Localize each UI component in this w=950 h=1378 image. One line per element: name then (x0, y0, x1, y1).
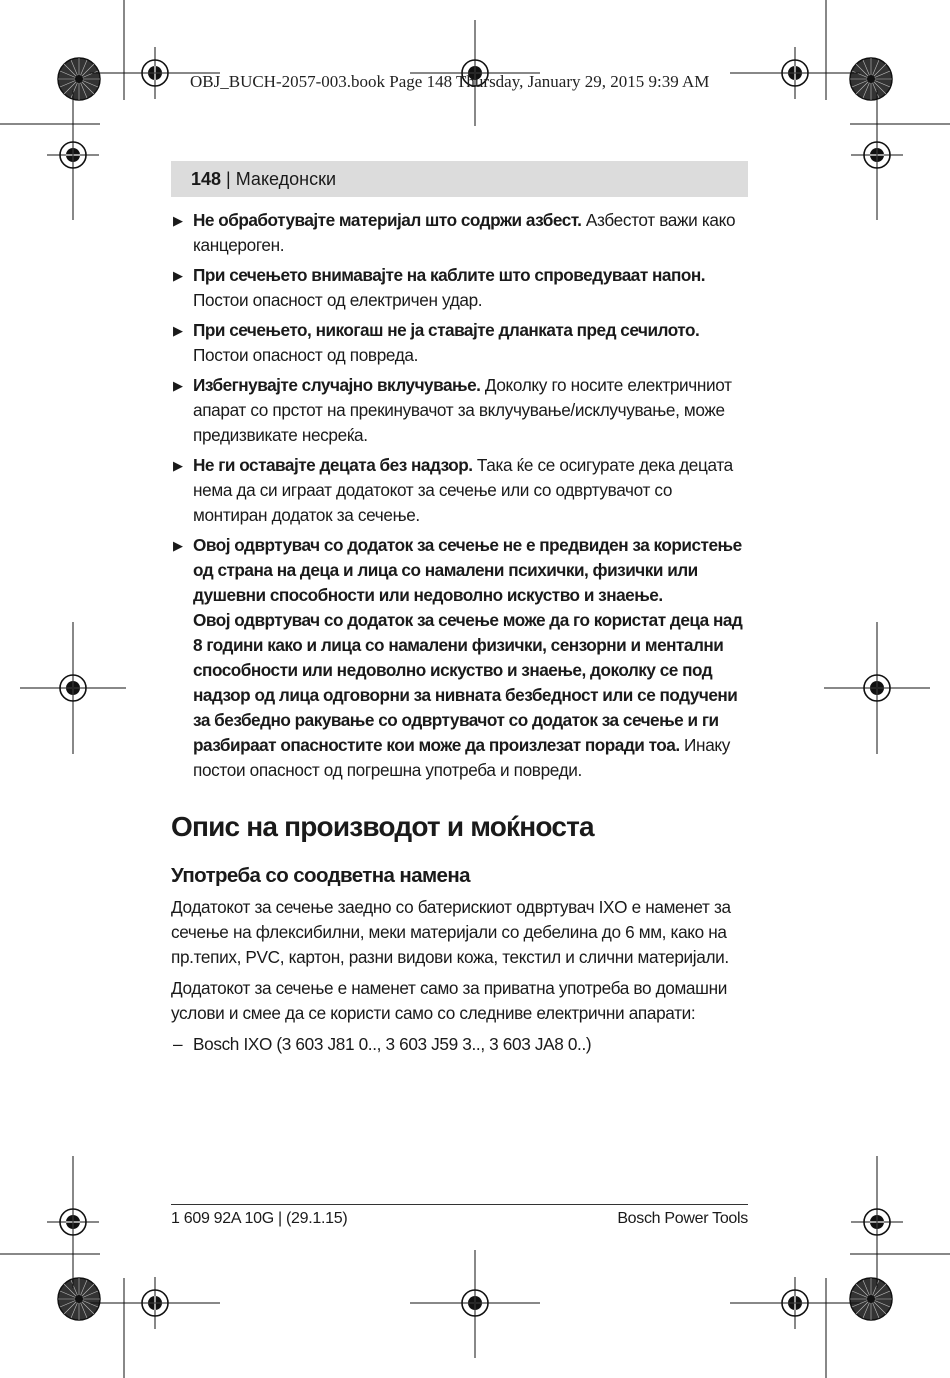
subsection-title: Употреба со соодветна намена (171, 864, 470, 887)
safety-item (171, 208, 748, 258)
safety-item-bold: При сечењето, никогаш не ја ставајте дланката пред сечилото. (193, 320, 700, 340)
safety-item (171, 263, 748, 313)
starburst-icon (850, 1278, 892, 1320)
safety-item-text: Постои опасност од електричен удар. (193, 290, 483, 310)
bullet-arrow-icon: ▶ (173, 323, 183, 338)
bullet-arrow-icon: ▶ (173, 538, 183, 553)
footer-brand: Bosch Power Tools (617, 1210, 748, 1227)
paragraph: Додатокот за сечење заедно со батерискиот одвртувач IXO е наменет за сечење на флексибилни, меки материјали со дебелина до 6 мм, како на пр.тепих, PVC, картон, разни видови кожа, текстил и слични материјали. (171, 897, 731, 967)
safety-item (171, 453, 748, 528)
page-content (171, 208, 748, 1057)
page-header-bar (171, 161, 748, 197)
safety-item (171, 373, 748, 448)
bullet-arrow-icon: ▶ (173, 458, 183, 473)
paragraph: Додатокот за сечење е наменет само за приватна употреба во домашни услови и смее да се користи само со следниве електрични апарати: (171, 978, 727, 1023)
safety-item-bold: Не ги оставајте децата без надзор. (193, 455, 473, 475)
starburst-icon (58, 58, 100, 100)
safety-item (171, 318, 748, 368)
bullet-arrow-icon: ▶ (173, 268, 183, 283)
section-title: Опис на производот и моќноста (171, 811, 594, 842)
safety-item-bold: Избегнувајте случајно вклучување. (193, 375, 481, 395)
list-dash: – (173, 1034, 183, 1054)
list-item-text: Bosch IXO (3 603 J81 0.., 3 603 J59 3.., 3 603 JA8 0..) (193, 1034, 592, 1054)
safety-item-bold: При сечењето внимавајте на каблите што спроведуваат напон. (193, 265, 706, 285)
safety-item-text: Азбестот важи како канцероген. (193, 210, 736, 255)
bullet-arrow-icon: ▶ (173, 213, 183, 228)
safety-item-text: Доколку го носите електричниот апарат со прстот на прекинувачот за вклучување/исклучување, може предизвикате несреќа. (193, 375, 732, 445)
starburst-icon (58, 1278, 100, 1320)
page-language: Македонски (235, 168, 337, 189)
children-permission-bold: Овој одвртувач со додаток за сечење може да го користат деца над 8 години како и лица со намалени физички, сензорни и ментални способности или недоволно искуство и знаење, доколку се под надзор од лица одговорни за нивната безбедност или се подучени за безбедно ракување со одвртувачот со додаток за сечење и ги разбираат опасностите кои може да произлезат поради тоа. (193, 610, 743, 755)
starburst-icon (850, 58, 892, 100)
page-number: 148 (191, 168, 222, 189)
children-warning-text: Инаку постои опасност од погрешна употреба и повреди. (193, 735, 731, 780)
header-separator: | (226, 168, 231, 189)
footer-doc-number: 1 609 92A 10G | (29.1.15) (171, 1210, 348, 1227)
safety-item-children (171, 533, 748, 783)
footer-divider (171, 1204, 748, 1205)
list-item (171, 1032, 748, 1057)
print-slug: OBJ_BUCH-2057-003.book Page 148 Thursday, January 29, 2015 9:39 AM (190, 72, 710, 91)
bullet-arrow-icon: ▶ (173, 378, 183, 393)
safety-item-text: Така ќе се осигурате дека децата нема да си играат додатокот за сечење или со одвртувачот со монтиран додаток за сечење. (193, 455, 733, 525)
safety-item-text: Постои опасност од повреда. (193, 345, 419, 365)
children-warning-bold: Овој одвртувач со додаток за сечење не е предвиден за користење од страна на деца и лица со намалени психички, физички или душевни способности или недоволно искуство и знаење. (193, 535, 742, 605)
safety-item-bold: Не обработувајте материјал што содржи азбест. (193, 210, 582, 230)
